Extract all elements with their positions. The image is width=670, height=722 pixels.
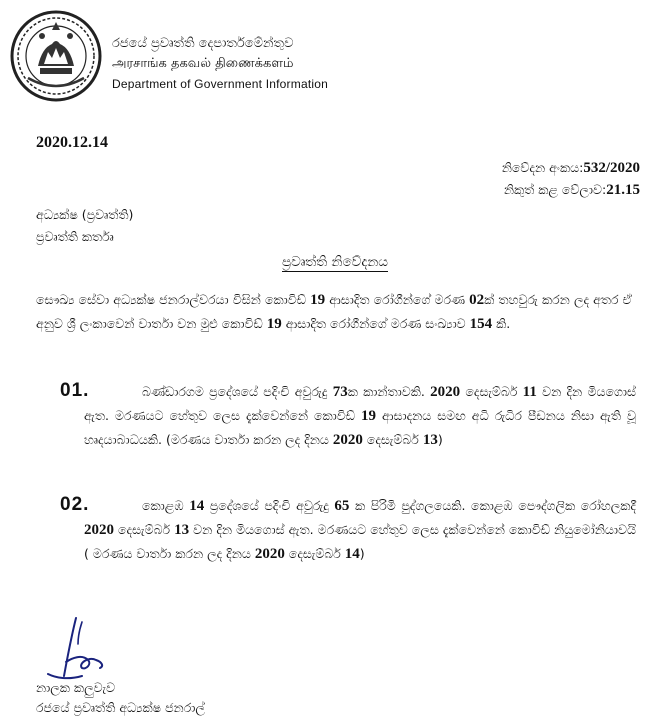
release-time	[504, 182, 640, 199]
release-number-value: 532/2020	[583, 160, 640, 176]
release-time-label: නිකුත් කළ වේලාව:	[503, 182, 607, 197]
item-text: කොළඹ 14 ප්‍රදේශයේ පදිංචි අවුරුදු 65 ක පිරිමි පුද්ගලයෙකි. කොළඹ පෞද්ගලික රෝහලකදී 2020 දෙසැම්බර් 13 වන දින මියගොස් ඇත. මරණයට හේතුව ලෙස දැක්වෙන්නේ කොවිඩ් නියුමෝනියාවයි ( මරණය වාර්තා කරන ලද දිනය 2020 දෙසැම්බර් 14)	[84, 498, 636, 562]
item-text: බණ්ඩාරගම ප්‍රදේශයේ පදිංචි අවුරුදු 73ක කාන්තාවකි. 2020 දෙසැම්බර් 11 වන දින මියගොස් ඇත. මරණයට හේතුව ලෙස දැක්වෙන්නේ කොවිඩ් 19 ආසාදනය සමඟ අධි රුධිර පීඩනය නිසා ඇති වූ හෘදයාබාධයකි. (මරණය වාර්තා කරන ලද දිනය 2020 දෙසැම්බර් 13)	[84, 384, 636, 448]
item-number: 01.	[60, 380, 90, 401]
signatory-title: රජයේ ප්‍රවෘත්ති අධ්‍යක්ෂ ජනරාල්	[36, 700, 205, 715]
department-name-tamil: அரசாங்க தகவல் திணைக்களம்	[112, 56, 294, 71]
item-number: 02.	[60, 494, 90, 515]
press-release-title-text: ප්‍රවෘත්ති නිවේදනය	[281, 254, 389, 270]
recipient-news-editor: ප්‍රවෘත්ති කර්තෘ	[36, 229, 114, 244]
intro-paragraph: සෞඛ්‍ය සේවා අධ්‍යක්ෂ ජනරාල්වරයා විසින් කොවිඩ් 19 ආසාදිත රෝගීන්ගේ මරණ 02ක් තහවුරු කරන ලද අතර ඒ අනුව ශ්‍රී ලංකාවෙන් වාර්තා වන මුළු කොවිඩ් 19 ආසාදිත රෝගීන්ගේ මරණ සංඛ්‍යාව 154 කි.	[36, 292, 632, 332]
department-name-sinhala: රජයේ ප්‍රවෘත්ති දෙපාර්තමේන්තුව	[112, 36, 294, 51]
release-date: 2020.12.14	[36, 134, 108, 151]
department-name-english: Department of Government Information	[112, 77, 328, 91]
release-number	[502, 160, 640, 177]
press-release-title	[0, 254, 670, 270]
release-number-label: නිවේදන අංකය:	[501, 160, 584, 175]
signatory-name: නාලක කලුවැව	[36, 680, 116, 695]
recipient-director-news: අධ්‍යක්ෂ (ප්‍රවෘත්ති)	[36, 207, 134, 222]
signature-icon	[42, 614, 132, 686]
release-time-value: 21.15	[606, 182, 640, 198]
sri-lanka-emblem-icon	[8, 8, 104, 104]
